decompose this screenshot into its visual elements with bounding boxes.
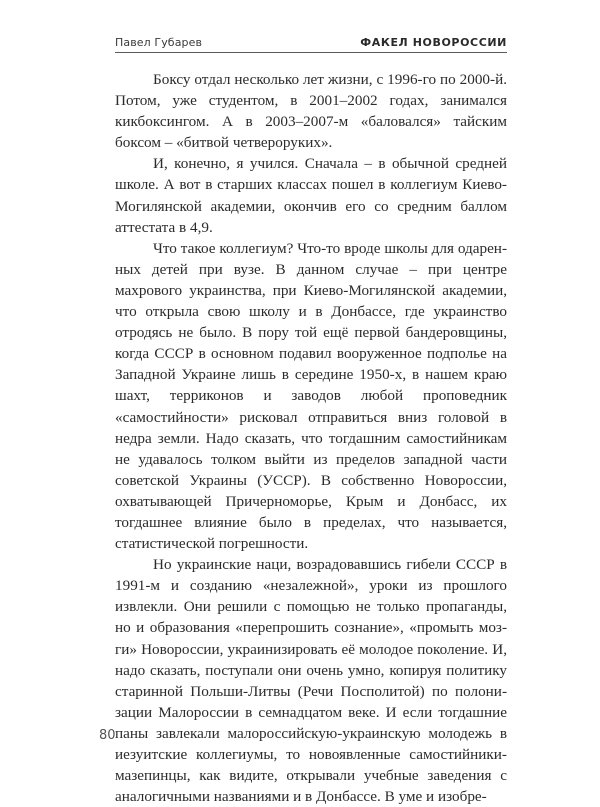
body-text: [115, 69, 507, 807]
running-head: [115, 36, 507, 50]
page-number: 80: [99, 728, 116, 743]
header-rule: [115, 52, 507, 53]
paragraph: Боксу отдал несколько лет жизни, с 1996-го по 2000-й. Потом, уже студентом, в 2001–2002 годах, занимался кикбоксингом. А в 2003–2007-м «баловался» тайским боксом – «битвой четвероруких».: [115, 71, 507, 152]
paragraph: Что такое коллегиум? Что-то вроде школы для одаренных детей при вузе. В данном случае – при центре махрового украинства, при Киево-Могилянской академии, что открыла свою школу и в Донбассе, где украинство отродясь не было. В пору той ещё первой бандеровщины, когда СССР в основном подавил вооруженное подполье на Западной Украине лишь в середине 1950-х, в нашем краю шахт, терриконов и заводов любой проповедник «самостийности» рисковал отправиться вниз головой в недра земли. Надо сказать, что тогдашним самостийникам не удавалось толком выйти из пределов западной части советской Украины (УССР). В собственно Новороссии, охватывающей Причерноморье, Крым и Донбасс, их тогдашнее влияние было в пределах, что называется, статистической погрешности.: [115, 239, 507, 553]
book-title: ФАКЕЛ НОВОРОССИИ: [360, 36, 507, 49]
paragraph: И, конечно, я учился. Сначала – в обычной средней школе. А вот в старших классах пошел в коллегиум Киево-Могилянской академии, окончив его со средним баллом аттестата в 4,9.: [115, 155, 507, 236]
paragraph: Но украинские наци, возрадовавшись гибели СССР в 1991-м и созданию «незалежной», уроки из прошлого извлекли. Они решили с помощью не только пропаганды, но и образования «перепрошить сознание», «промыть мозги» Новороссии, украинизировать её молодое поколение. И, надо сказать, поступали они очень умно, копируя политику старинной Польши-Литвы (Речи Посполитой) по полонизации Малороссии в семнадцатом веке. И если тогдашние паны завлекали малороссийскую-украинскую молодежь в иезуитские коллегиумы, то новоявленные самостийники-мазепинцы, как видите, открывали учебные заведения с аналогичными названиями и в Донбассе. В уме и изобре-: [115, 556, 507, 806]
author-name: Павел Губарев: [115, 36, 203, 49]
